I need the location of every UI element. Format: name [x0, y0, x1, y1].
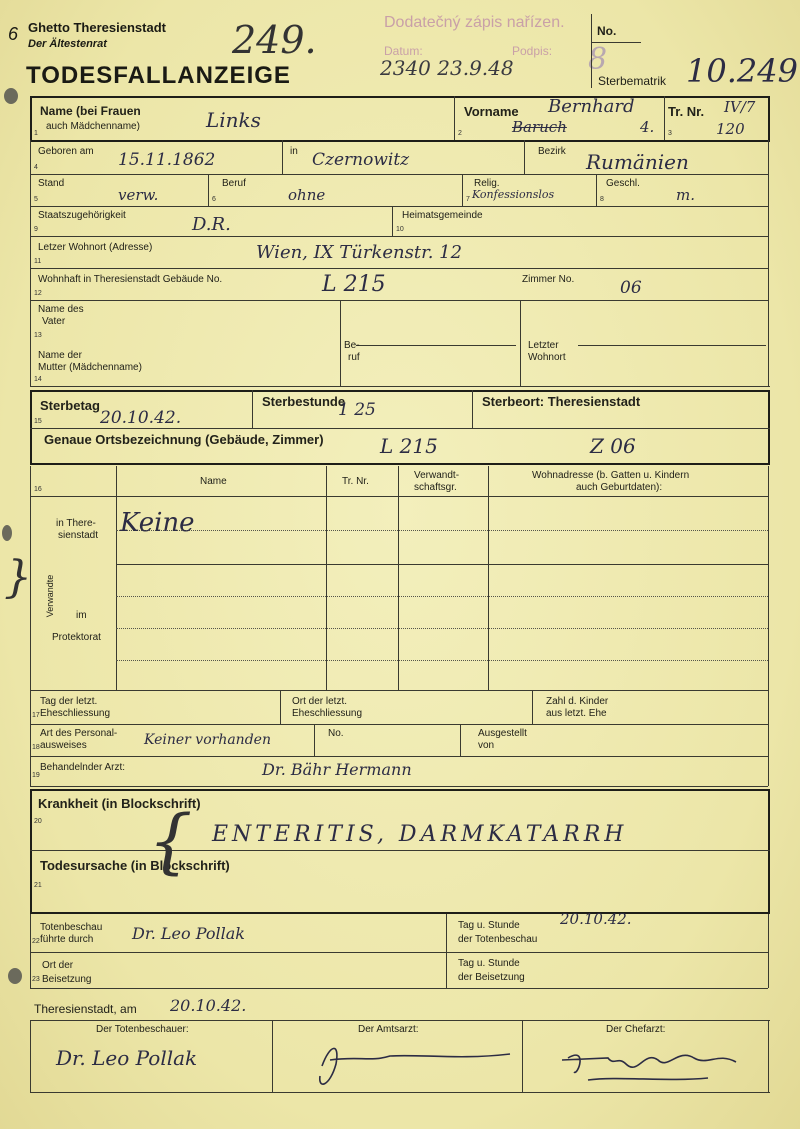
- r22-totenbeschau-label: Totenbeschau: [40, 922, 103, 933]
- rule: [454, 96, 455, 140]
- rule: [280, 690, 281, 724]
- field-number: 20: [34, 818, 42, 825]
- mutter-label-2: Mutter (Mädchenname): [38, 362, 142, 373]
- relig-label: Relig.: [474, 178, 500, 189]
- rule: [532, 690, 533, 724]
- rule: [30, 690, 768, 691]
- field-number: 14: [34, 376, 42, 383]
- rel-side-label: Verwandte: [45, 574, 55, 618]
- rule: [30, 96, 32, 141]
- field-number: 23: [32, 976, 40, 983]
- in-label: in: [290, 146, 298, 157]
- rule: [596, 174, 597, 206]
- beruf-label: Beruf: [222, 178, 246, 189]
- rule: [30, 496, 768, 497]
- rule: [30, 1020, 770, 1021]
- zimmer-label: Zimmer No.: [522, 274, 575, 285]
- vater-label: Name des: [38, 304, 84, 315]
- rule: [768, 96, 770, 141]
- vorname-handwritten-3: 4.: [640, 118, 655, 136]
- r23-tag-label-2: der Beisetzung: [458, 972, 525, 983]
- footer-place-handwritten: 20.10.42.: [170, 996, 247, 1015]
- field-number: 6: [212, 196, 216, 203]
- record-number-handwritten: 249.: [232, 18, 317, 62]
- sterbestunde-label: Sterbestunde: [262, 394, 346, 409]
- rule: [398, 466, 399, 690]
- rule: [30, 789, 770, 791]
- r18-art-label: Art des Personal-: [40, 728, 118, 739]
- sterbetag-label: Sterbetag: [40, 398, 100, 413]
- rel-wohnadresse-header-2: auch Geburtdaten):: [576, 482, 663, 493]
- rule: [30, 386, 770, 387]
- stamp-datum: Datum:: [384, 44, 423, 58]
- rule: [30, 140, 31, 386]
- field-number: 21: [34, 882, 42, 889]
- trnr-handwritten-2: 120: [716, 120, 745, 138]
- rel-verwandt-header-2: schaftsgr.: [414, 482, 457, 493]
- vater-label-2: Vater: [42, 316, 66, 327]
- org-line-2: Der Ältestenrat: [28, 38, 107, 50]
- punch-hole-top: [4, 88, 18, 104]
- field-number: 13: [34, 332, 42, 339]
- rule: [30, 756, 768, 757]
- diagnosis-handwritten: ENTERITIS, DARMKATARRH: [212, 822, 628, 847]
- field-number: 17: [32, 712, 40, 719]
- disease-bracket: {: [148, 800, 193, 882]
- name-handwritten: Links: [206, 108, 261, 132]
- rule: [326, 466, 327, 690]
- sterbematrik-label: Sterbematrik: [598, 74, 667, 88]
- r18-ausgestellt-label-2: von: [478, 740, 495, 751]
- rule: [30, 850, 770, 851]
- r19-arzt-label: Behandelnder Arzt:: [40, 762, 126, 773]
- margin-mark: 6: [8, 24, 19, 44]
- rule: [30, 300, 768, 301]
- rule: [30, 174, 768, 175]
- rule: [664, 96, 665, 140]
- wohnort-label: Letzer Wohnort (Adresse): [38, 242, 153, 253]
- r22-tag-label: Tag u. Stunde: [458, 920, 520, 931]
- rule: [30, 690, 31, 786]
- name-label-2: auch Mädchenname): [46, 121, 140, 132]
- rule: [30, 914, 31, 988]
- rule: [30, 952, 768, 953]
- rule: [30, 140, 770, 142]
- field-number: 9: [34, 226, 38, 233]
- trnr-label: Tr. Nr.: [668, 104, 705, 119]
- sig3-label: Der Chefarzt:: [606, 1024, 666, 1035]
- rule: [30, 912, 770, 914]
- field-number: 8: [600, 196, 604, 203]
- r23-ort-label-2: Beisetzung: [42, 974, 92, 985]
- rule: [30, 428, 770, 429]
- vorname-label: Vorname: [464, 104, 519, 119]
- form-title: TODESFALLANZEIGE: [26, 62, 291, 89]
- rule: [30, 390, 770, 392]
- rule: [272, 1020, 273, 1092]
- field-number: 4: [34, 164, 38, 171]
- sterbetag-handwritten: 20.10.42.: [100, 408, 182, 428]
- r22-totenbeschau-handwritten: Dr. Leo Pollak: [132, 924, 245, 943]
- r22-tag-label-2: der Totenbeschau: [458, 934, 538, 945]
- field-number: 10: [396, 226, 404, 233]
- rule: [768, 690, 769, 786]
- r18-no-label: No.: [328, 728, 344, 739]
- stamp-line-1: Dodatečný zápis nařízen.: [384, 14, 565, 31]
- rule: [30, 96, 770, 98]
- rule: [208, 174, 209, 206]
- rule: [522, 1020, 523, 1092]
- wohnhaft-label: Wohnhaft in Theresienstadt Gebäude No.: [38, 274, 223, 285]
- sterbematrik-handwritten: 10.249: [686, 52, 798, 90]
- r18-art-handwritten: Keiner vorhanden: [144, 732, 271, 748]
- rule: [30, 988, 768, 989]
- margin-bracket: }: [4, 552, 32, 603]
- rel-protektorat: Protektorat: [52, 632, 101, 643]
- todesursache-label: Todesursache (in Blockschrift): [40, 858, 230, 873]
- staat-label: Staatszugehörigkeit: [38, 210, 126, 221]
- field-number: 2: [458, 130, 462, 137]
- geschl-label: Geschl.: [606, 178, 640, 189]
- rel-wohnadresse-header: Wohnadresse (b. Gatten u. Kindern: [532, 470, 690, 481]
- rel-keine-handwritten: Keine: [120, 508, 195, 538]
- rule: [446, 914, 447, 988]
- field-number: 15: [34, 418, 42, 425]
- beruf-handwritten: ohne: [288, 186, 326, 204]
- rule: [768, 140, 769, 386]
- rule: [768, 466, 769, 690]
- footer-place-label: Theresienstadt, am: [34, 1002, 137, 1016]
- parent-beruf-label: Be-: [344, 340, 360, 351]
- mutter-label: Name der: [38, 350, 82, 361]
- trnr-handwritten: IV/7: [724, 98, 756, 116]
- parent-beruf-label-2: ruf: [348, 352, 360, 363]
- field-number: 12: [34, 290, 42, 297]
- rule: [30, 786, 768, 787]
- sterbeort-label: Sterbeort: Theresienstadt: [482, 394, 641, 409]
- staat-handwritten: D.R.: [192, 214, 231, 235]
- dotted-rule: [116, 530, 768, 531]
- dotted-rule: [116, 660, 768, 661]
- no-label: No.: [597, 24, 617, 38]
- rule: [314, 724, 315, 756]
- r22-totenbeschau-label-2: führte durch: [40, 934, 94, 945]
- field-number: 16: [34, 486, 42, 493]
- sig3-signature: [548, 1036, 758, 1092]
- ortsbez-label: Genaue Ortsbezeichnung (Gebäude, Zimmer): [44, 432, 324, 447]
- rule: [30, 1020, 31, 1092]
- rule: [252, 390, 253, 428]
- rule: [30, 236, 768, 237]
- r17-ort-label-2: Eheschliessung: [292, 708, 363, 719]
- letzter-label-2: Wohnort: [528, 352, 566, 363]
- rule: [30, 724, 768, 725]
- rule: [30, 268, 768, 269]
- wohnort-handwritten: Wien, IX Türkenstr. 12: [256, 242, 463, 263]
- rule: [488, 466, 489, 690]
- bezirk-label: Bezirk: [538, 146, 566, 157]
- rel-trnr-header: Tr. Nr.: [342, 476, 369, 487]
- ortsbez-handwritten-2: Z 06: [590, 434, 636, 458]
- field-number: 19: [32, 772, 40, 779]
- field-number: 5: [34, 196, 38, 203]
- sig2-label: Der Amtsarzt:: [358, 1024, 419, 1035]
- rel-in-there: in There-: [56, 518, 96, 529]
- rule: [768, 914, 769, 988]
- r19-arzt-handwritten: Dr. Bähr Hermann: [262, 760, 412, 779]
- in-handwritten: Czernowitz: [312, 150, 410, 170]
- r17-zahl-label-2: aus letzt. Ehe: [546, 708, 607, 719]
- rule: [768, 789, 770, 914]
- stamp-podpis: Podpis:: [512, 44, 553, 58]
- r22-tag-handwritten: 20.10.42.: [560, 910, 632, 928]
- dotted-rule: [116, 596, 768, 597]
- vorname-handwritten-2: Baruch: [512, 118, 567, 136]
- r17-tag-label-2: Eheschliessung: [40, 708, 111, 719]
- rule: [340, 300, 341, 386]
- geschl-handwritten: m.: [676, 186, 695, 204]
- relig-handwritten: Konfessionslos: [472, 188, 555, 201]
- field-number: 7: [466, 196, 470, 203]
- field-number: 18: [32, 744, 40, 751]
- r18-art-label-2: ausweises: [40, 740, 87, 751]
- heimat-label: Heimatsgemeinde: [402, 210, 483, 221]
- rule: [520, 300, 521, 386]
- sig1-handwritten: Dr. Leo Pollak: [56, 1046, 198, 1070]
- rule: [30, 463, 770, 465]
- stamp-datum-handwritten: 2340 23.9.48: [380, 56, 514, 80]
- rel-in-there-2: sienstadt: [58, 530, 99, 541]
- stand-label: Stand: [38, 178, 65, 189]
- name-label: Name (bei Frauen: [40, 104, 141, 118]
- r23-tag-label: Tag u. Stunde: [458, 958, 520, 969]
- rule: [460, 724, 461, 756]
- rule: [768, 1020, 769, 1092]
- rel-im: im: [76, 610, 87, 621]
- rule: [282, 140, 283, 174]
- r17-zahl-label: Zahl d. Kinder: [546, 696, 609, 707]
- geboren-label: Geboren am: [38, 146, 94, 157]
- rule: [462, 174, 463, 206]
- field-number: 22: [32, 938, 40, 945]
- rule: [30, 1092, 770, 1093]
- zimmer-handwritten: 06: [620, 278, 642, 298]
- rel-verwandt-header: Verwandt-: [414, 470, 460, 481]
- rule: [472, 390, 473, 428]
- field-number: 11: [34, 258, 42, 265]
- r17-ort-label: Ort der letzt.: [292, 696, 348, 707]
- header-divider-h: [591, 42, 641, 43]
- sig1-label: Der Totenbeschauer:: [96, 1024, 189, 1035]
- r23-ort-label: Ort der: [42, 960, 74, 971]
- r18-ausgestellt-label: Ausgestellt: [478, 728, 527, 739]
- field-number: 3: [668, 130, 672, 137]
- vorname-handwritten: Bernhard: [548, 96, 635, 117]
- krankheit-label: Krankheit (in Blockschrift): [38, 796, 201, 811]
- rel-name-header: Name: [200, 476, 227, 487]
- punch-hole-mid: [2, 525, 12, 541]
- rule: [356, 345, 516, 346]
- rule: [524, 140, 525, 174]
- field-number: 1: [34, 130, 38, 137]
- sig2-signature: [300, 1036, 520, 1092]
- sterbestunde-handwritten: 1 25: [338, 400, 376, 420]
- stand-handwritten: verw.: [118, 186, 159, 204]
- dotted-rule: [116, 628, 768, 629]
- org-line-1: Ghetto Theresienstadt: [28, 20, 166, 35]
- stamp-signature: 8: [588, 42, 608, 77]
- punch-hole-bottom: [8, 968, 22, 984]
- header-divider: [591, 14, 592, 88]
- rule: [392, 206, 393, 236]
- wohnhaft-handwritten: L 215: [322, 272, 386, 297]
- bezirk-handwritten: Rumänien: [586, 150, 689, 174]
- geboren-handwritten: 15.11.1862: [118, 150, 216, 170]
- rule: [30, 789, 32, 914]
- r17-tag-label: Tag der letzt.: [40, 696, 98, 707]
- rule: [30, 206, 768, 207]
- ortsbez-handwritten: L 215: [380, 434, 438, 458]
- rule: [578, 345, 766, 346]
- letzter-label: Letzter: [528, 340, 559, 351]
- rule: [116, 564, 768, 565]
- rule: [116, 466, 117, 690]
